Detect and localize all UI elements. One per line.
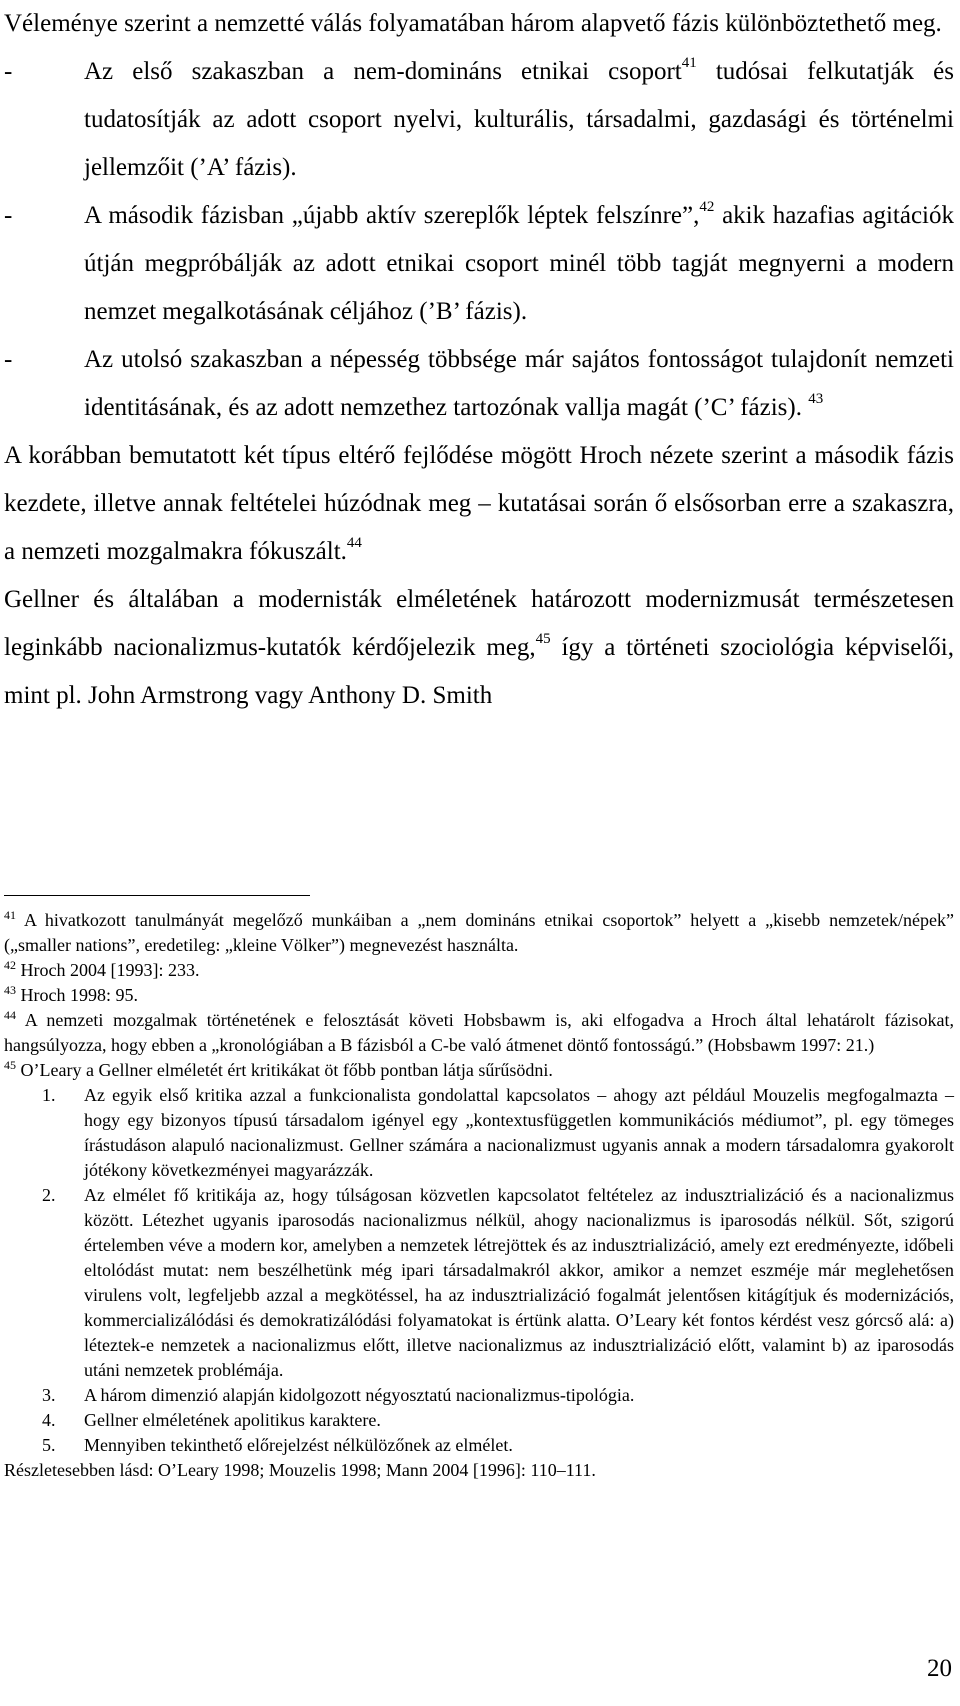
list-number: 5. bbox=[42, 1435, 56, 1455]
footnotes bbox=[4, 908, 954, 1483]
footnote-42 bbox=[4, 958, 954, 983]
footnote-separator bbox=[4, 895, 310, 896]
footnote-ref-42[interactable]: 42 bbox=[699, 199, 715, 215]
footnote-number: 44 bbox=[4, 1008, 16, 1022]
footnote-number: 41 bbox=[4, 908, 16, 922]
list-number: 4. bbox=[42, 1410, 56, 1430]
footnote-text: O’Leary a Gellner elméletét ért kritikákat öt főbb pontban látja sűrűsödni. bbox=[16, 1060, 553, 1080]
intro-paragraph: Véleménye szerint a nemzetté válás folyamatában három alapvető fázis különböztethető meg. bbox=[4, 10, 942, 37]
bullet-dash: - bbox=[4, 58, 13, 85]
footnote-ref-43[interactable]: 43 bbox=[808, 391, 824, 407]
list-number: 3. bbox=[42, 1385, 56, 1405]
paragraph-text: Gellner és általában a modernisták elméletének határozott modernizmusát természetesen leginkább nacionalizmus-kutatók kérdőjelezik meg, bbox=[4, 586, 954, 661]
list-text: Az elmélet fő kritikája az, hogy túlságosan közvetlen kapcsolatot feltételez az indusztrializáció és a nacionalizmus között. Létezhet ugyanis iparosodás nacionalizmus nélkül, ahogy nacionalizmus is iparosodás nélkül. Sőt, szigorú értelemben véve a modern kor, amelyben a nemzetek létrejöttek és az indusztrializáció, amely ezt eredményezte, időbeli eltolódást mutat: nem beszélhetünk még ipari társadalmakról akkor, amikor a nemzet eszméje már meglehetősen virulens volt, legfeljebb azzal a megkötéssel, ha az indusztrializáció fogalmát jelentősen kitágítjuk és modernizációs, kommercializálódási és demokratizálódási folyamatokat is értünk alatta. O’Leary két fontos kérdést vesz górcső alá: a) léteztek-e nemzetek a nacionalizmus előtt, illetve nacionalizmus az indusztrializáció előtt, valamint b) az iparosodás utáni nemzetek problémája. bbox=[84, 1185, 954, 1380]
list-text: Az egyik első kritika azzal a funkcionalista gondolattal kapcsolatos – ahogy azt például Mouzelis megfogalmazta – hogy egy bizonyos típusú társadalom igényel egy „kontextusfüggetlen kommunikációs médiumot”, pl. egy tömeges írástudáson alapuló nacionalizmust. Gellner számára a nacionalizmust ugyanis annak a modern társadalomra gyakorolt jótékony következményei magyarázzák. bbox=[84, 1085, 954, 1180]
critique-list bbox=[4, 1083, 954, 1458]
footnote-text: A hivatkozott tanulmányát megelőző munkáiban a „nem domináns etnikai csoportok” helyett a „kisebb nemzetek/népek” („smaller nations”, eredetileg: „kleine Völker”) megnevezést használta. bbox=[4, 910, 954, 955]
footnote-43 bbox=[4, 983, 954, 1008]
main-text bbox=[4, 0, 954, 720]
footnote-text: Hroch 2004 [1993]: 233. bbox=[16, 960, 200, 980]
footnote-44 bbox=[4, 1008, 954, 1058]
paragraph-text-cont: így a történeti szociológia képviselői, mint pl. John Armstrong vagy Anthony D. Smith bbox=[4, 634, 954, 709]
footnote-ref-44[interactable]: 44 bbox=[346, 535, 362, 551]
critique-item-2 bbox=[4, 1183, 954, 1383]
page-number: 20 bbox=[927, 1655, 952, 1682]
critique-item-3 bbox=[4, 1383, 954, 1408]
critique-item-1 bbox=[4, 1083, 954, 1183]
footnote-number: 45 bbox=[4, 1058, 16, 1072]
paragraph-gellner bbox=[4, 576, 954, 720]
footnote-number: 43 bbox=[4, 983, 16, 997]
list-text: A három dimenzió alapján kidolgozott négyosztatú nacionalizmus-tipológia. bbox=[84, 1385, 635, 1405]
footnote-closing: Részletesebben lásd: O’Leary 1998; Mouzelis 1998; Mann 2004 [1996]: 110–111. bbox=[4, 1460, 596, 1480]
footnote-45 bbox=[4, 1058, 954, 1083]
bullet-text-cont: akik hazafias agitációk útján megpróbálják az adott etnikai csoport minél több tagját megnyerni a modern nemzet megalkotásának céljához (’B’ fázis). bbox=[84, 202, 954, 325]
critique-item-5 bbox=[4, 1433, 954, 1458]
bullet-text-cont: tudósai felkutatják és tudatosítják az adott csoport nyelvi, kulturális, társadalmi, gazdasági és történelmi jellemzőit (’A’ fázis). bbox=[84, 58, 954, 181]
footnote-ref-41[interactable]: 41 bbox=[681, 55, 697, 71]
bullet-text: Az első szakaszban a nem-domináns etnikai csoport bbox=[84, 58, 682, 85]
bullet-item-a bbox=[4, 48, 954, 192]
footnote-ref-45[interactable]: 45 bbox=[535, 631, 551, 647]
list-number: 2. bbox=[42, 1185, 56, 1205]
bullet-item-b bbox=[4, 192, 954, 336]
footnote-text: Hroch 1998: 95. bbox=[16, 985, 138, 1005]
bullet-dash: - bbox=[4, 202, 13, 229]
paragraph-text: A korábban bemutatott két típus eltérő fejlődése mögött Hroch nézete szerint a második fázis kezdete, illetve annak feltételei húzódnak meg – kutatásai során ő elsősorban erre a szakaszra, a nemzeti mozgalmakra fókuszált. bbox=[4, 442, 954, 565]
footnote-number: 42 bbox=[4, 958, 16, 972]
bullet-text: A második fázisban „újabb aktív szereplők léptek felszínre”, bbox=[84, 202, 700, 229]
paragraph-hroch bbox=[4, 432, 954, 576]
footnote-41 bbox=[4, 908, 954, 958]
bullet-dash: - bbox=[4, 346, 13, 373]
list-text: Gellner elméletének apolitikus karaktere. bbox=[84, 1410, 381, 1430]
bullet-text: Az utolsó szakaszban a népesség többsége már sajátos fontosságot tulajdonít nemzeti identitásának, és az adott nemzethez tartozónak vallja magát (’C’ fázis). bbox=[84, 346, 954, 421]
bullet-item-c bbox=[4, 336, 954, 432]
critique-item-4 bbox=[4, 1408, 954, 1433]
footnote-text: A nemzeti mozgalmak történetének e felosztását követi Hobsbawm is, aki elfogadva a Hroch által lehatárolt fázisokat, hangsúlyozza, hogy ebben a „kronológiában a B fázisból a C-be való átmenet döntő fontosságú.” (Hobsbawm 1997: 21.) bbox=[4, 1010, 954, 1055]
list-number: 1. bbox=[42, 1085, 56, 1105]
list-text: Mennyiben tekinthető előrejelzést nélkülözőnek az elmélet. bbox=[84, 1435, 513, 1455]
